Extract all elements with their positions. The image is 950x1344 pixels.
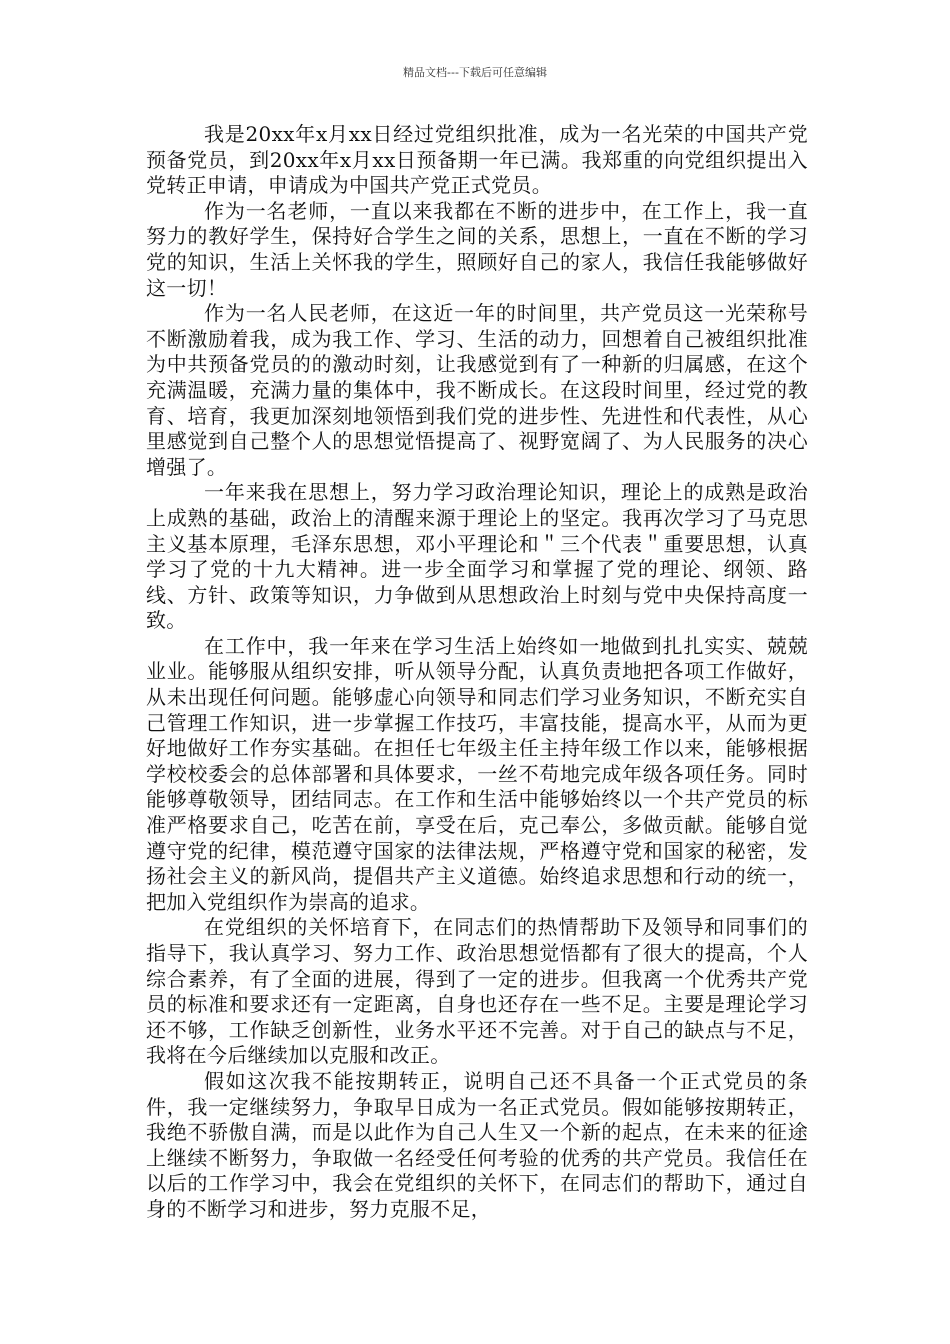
page-header: 精品文档---下载后可任意编辑 [403, 66, 547, 79]
document-body [146, 122, 808, 1223]
paragraph-shortcomings: 在党组织的关怀培育下，在同志们的热情帮助下及领导和同事们的指导下，我认真学习、努力工作、政治思想觉悟都有了很大的提高，个人综合素养，有了全面的进展，得到了一定的进步。但我离一个优秀共产党员的标准和要求还有一定距离，自身也还存在一些不足。主要是理论学习还不够，工作缺乏创新性，业务水平还不完善。对于自己的缺点与不足，我将在今后继续加以克服和改正。 [146, 915, 808, 1068]
paragraph-political-study: 一年来我在思想上，努力学习政治理论知识，理论上的成熟是政治上成熟的基础，政治上的清醒来源于理论上的坚定。我再次学习了马克思主义基本原理，毛泽东思想，邓小平理论和＂三个代表＂重要思想，认真学习了党的十九大精神。进一步全面学习和掌握了党的理论、纲领、路线、方针、政策等知识，力争做到从思想政治上时刻与党中央保持高度一致。 [146, 480, 808, 633]
paragraph-future-commitment: 假如这次我不能按期转正，说明自己还不具备一个正式党员的条件，我一定继续努力，争取早日成为一名正式党员。假如能够按期转正，我绝不骄傲自满，而是以此作为自己人生又一个新的起点，在未来的征途上继续不断努力，争取做一名经受任何考验的优秀的共产党员。我信任在以后的工作学习中，我会在党组织的关怀下，在同志们的帮助下，通过自身的不断学习和进步，努力克服不足， [146, 1068, 808, 1221]
paragraph-application-statement: 我是20xx年x月xx日经过党组织批准，成为一名光荣的中国共产党预备党员，到20xx年x月xx日预备期一年已满。我郑重的向党组织提出入党转正申请，申请成为中国共产党正式党员。 [146, 122, 808, 198]
paragraph-year-reflection: 作为一名人民老师，在这近一年的时间里，共产党员这一光荣称号不断激励着我，成为我工作、学习、生活的动力，回想着自己被组织批准为中共预备党员的的激动时刻，让我感觉到有了一种新的归属感，在这个充满温暖，充满力量的集体中，我不断成长。在这段时间里，经过党的教育、培育，我更加深刻地领悟到我们党的进步性、先进性和代表性，从心里感觉到自己整个人的思想觉悟提高了、视野宽阔了、为人民服务的决心增强了。 [146, 301, 808, 479]
paragraph-teacher-progress: 作为一名老师，一直以来我都在不断的进步中，在工作上，我一直努力的教好学生，保持好合学生之间的关系，思想上，一直在不断的学习党的知识，生活上关怀我的学生，照顾好自己的家人，我信任我能够做好这一切！ [146, 198, 808, 300]
paragraph-work-performance: 在工作中，我一年来在学习生活上始终如一地做到扎扎实实、兢兢业业。能够服从组织安排，听从领导分配，认真负责地把各项工作做好，从未出现任何问题。能够虚心向领导和同志们学习业务知识，不断充实自己管理工作知识，进一步掌握工作技巧，丰富技能，提高水平，从而为更好地做好工作夯实基础。在担任七年级主任主持年级工作以来，能够根据学校校委会的总体部署和具体要求，一丝不苟地完成年级各项任务。同时能够尊敬领导，团结同志。在工作和生活中能够始终以一个共产党员的标准严格要求自己，吃苦在前，享受在后，克己奉公，多做贡献。能够自觉遵守党的纪律，模范遵守国家的法律法规，严格遵守党和国家的秘密，发扬社会主义的新风尚，提倡共产主义道德。始终追求思想和行动的统一，把加入党组织作为崇高的追求。 [146, 633, 808, 914]
